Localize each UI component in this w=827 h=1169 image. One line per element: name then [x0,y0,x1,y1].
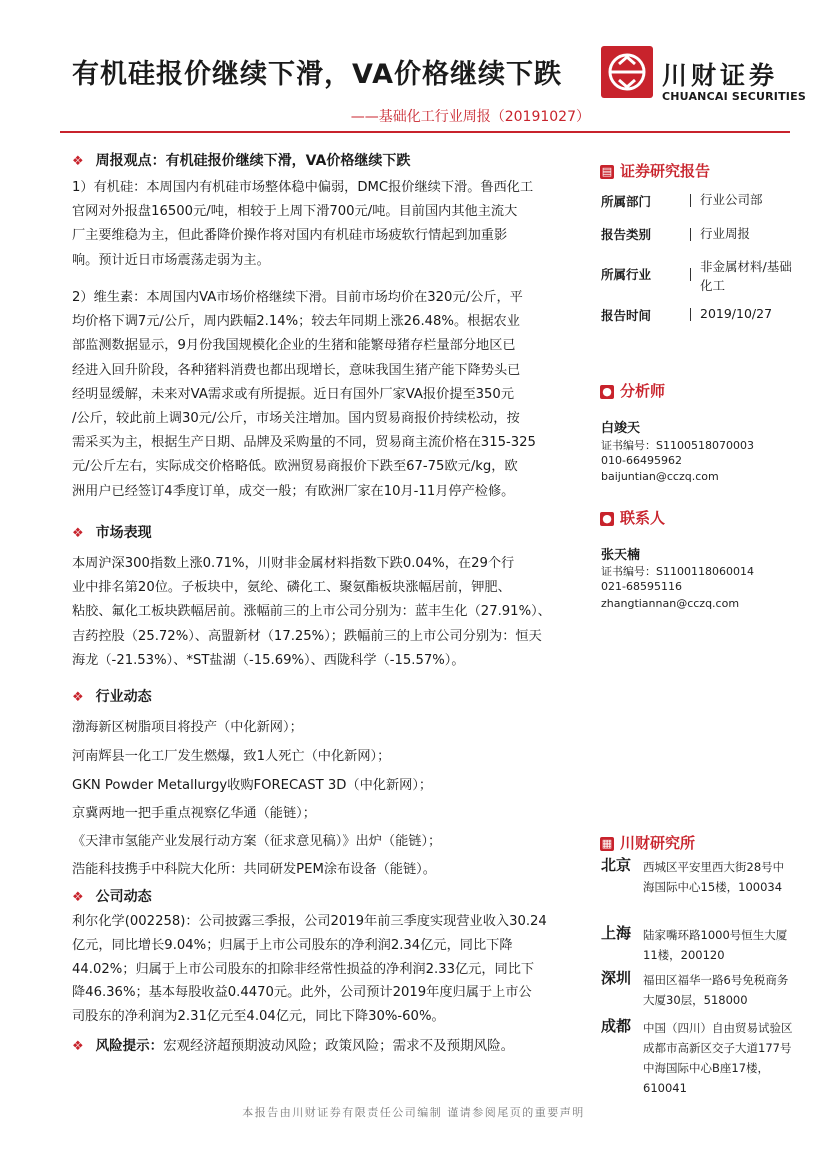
diamond-bullet-icon: ❖ [72,1039,84,1054]
footer-disclaimer: 本报告由川财证券有限责任公司编制 谨请参阅尾页的重要声明 [242,1106,585,1119]
info-value-department: 行业公司部 [700,192,763,207]
industry-news-item: 浩能科技携手中科院大化所：共同研发PEM涂布设备（能链）。 [72,862,436,877]
contact-cert: 证书编号：S1100118060014 [601,565,754,578]
office-address-beijing: 西城区平安里西大街28号中海国际中心15楼，100034 [643,860,785,894]
person-icon: ● [600,385,614,399]
market-paragraph: 本周沪深300指数上涨0.71%，川财非金属材料指数下跌0.04%，在29个行 业中排名第20位。子板块中，氨纶、磷化工、聚氨酯板块涨幅居前，钾肥、 粘胶、氟化工板块跌幅居前。涨幅前三的上市公司分别为：蓝丰生化（27.91%）、 吉药控股（25.72%）、高盟新材（17.25%）；跌幅前三的上市公司分别为：恒天 海龙（-21.53%）、*ST盐湖（-15.69%）、西陇科学（-15.57%）。 [72,556,551,668]
sidebar-heading-report: ▤ 证券研究报告 [601,162,711,180]
industry-news-item: 京冀两地一把手重点视察亿华通（能链）； [72,806,316,821]
risk-heading: 风险提示： [95,1038,164,1054]
office-address-shenzhen: 福田区福华一路6号免税商务大厦30层，518000 [643,973,789,1007]
company-logo-icon [601,46,653,98]
sidebar-heading-analyst: ● 分析师 [600,380,665,401]
info-divider [690,308,691,321]
diamond-bullet-icon: ❖ [72,890,84,905]
document-icon: ▤ [601,165,613,178]
logo-english-name: CHUANCAI SECURITIES [662,90,806,103]
diamond-bullet-icon: ❖ [72,154,84,169]
section-heading-company: ❖ 公司动态 [72,889,152,905]
risk-text: 宏观经济超预期波动风险；政策风险；需求不及预期风险。 [163,1038,515,1054]
industry-news-item: GKN Powder Metallurgy收购FORECAST 3D（中化新网）； [72,778,433,793]
contact-name: 张天楠 [601,548,641,563]
header-divider [60,131,790,133]
contact-email: zhangtiannan@cczq.com [601,597,740,610]
info-value-category: 行业周报 [700,226,751,241]
industry-news-item: 河南辉县一化工厂发生燃爆，致1人死亡（中化新网）； [72,749,391,764]
office-address-chengdu: 中国（四川）自由贸易试验区成都市高新区交子大道177号中海国际中心B座17楼，610041 [643,1021,793,1095]
company-paragraph: 利尔化学(002258)：公司披露三季报，公司2019年前三季度实现营业收入30.24 亿元，同比增长9.04%；归属于上市公司股东的净利润2.34亿元，同比下降 44.02%；归属于上市公司股东的扣除非经常性损益的净利润2.33亿元，同比下 降46.36%；基本每股收益0.4470元。此外，公司预计2019年度归属于上市公 司股东的净利润为2.31亿元至4.04亿元，同比下降30%-60%。 [72,914,547,1025]
contact-phone: 021-68595116 [601,580,682,593]
office-address-shanghai: 陆家嘴环路1000号恒生大厦11楼，200120 [643,928,788,962]
industry-news-item: 《天津市氢能产业发展行动方案（征求意见稿）》出炉（能链）； [72,834,442,849]
industry-news-item: 渤海新区树脂项目将投产（中化新网）； [72,720,303,735]
section-heading-viewpoint: ❖ 周报观点：有机硅报价继续下滑，VA价格继续下跌 [72,153,411,169]
analyst-phone: 010-66495962 [601,454,682,467]
diamond-bullet-icon: ❖ [72,526,84,541]
building-icon: ▦ [601,837,613,850]
sidebar-heading-contact: ● 联系人 [600,507,665,528]
sidebar-heading-institute: ▦ 川财研究所 [601,834,696,852]
info-divider [690,268,691,281]
viewpoint-paragraph-2: 2）维生素：本周国内VA市场价格继续下滑。目前市场均价在320元/公斤，平 均价格下调7元/公斤，周内跌幅2.14%；较去年同期上涨26.48%。根据农业 部监测数据显示，9月份我国规模化企业的生猪和能繁母猪存栏量部分地区已 经进入回升阶段，各种猪料消费也都出现增长，意味我国生猪产能下降势头已 经明显缓解，未来对VA需求或有所提振。近日有国外厂家VA报价提至350元 /公斤，较此前上调30元/公斤，市场关注增加。国内贸易商报价持续松动，按 需采买为主，根据生产日期、品牌及采购量的不同，贸易商主流价格在315-325 元/公斤左右，实际成交价格略低。欧洲贸易商报价下跌至67-75欧元/kg，欧 洲用户已经签订4季度订单，成交一般；有欧洲厂家在10月-11月停产检修。 [72,290,536,499]
info-divider [690,228,691,241]
section-heading-industry: ❖ 行业动态 [72,689,152,705]
person-icon: ● [600,512,614,526]
section-heading-market: ❖ 市场表现 [72,525,152,541]
info-value-date: 2019/10/27 [700,306,773,321]
subtitle-dash: —— [350,109,379,125]
info-value-industry: 非金属材料/基础化工 [700,259,792,293]
info-label-date: 报告时间 [601,308,652,323]
analyst-email: baijuntian@cczq.com [601,470,719,483]
viewpoint-paragraph-1: 1）有机硅：本周国内有机硅市场整体稳中偏弱，DMC报价继续下滑。鲁西化工 官网对外报盘16500元/吨，相较于上周下滑700元/吨。目前国内其他主流大 厂主要维稳为主，但此番降价操作将对国内有机硅市场疲软行情起到加重影 响。预计近日市场震荡走弱为主。 [72,180,534,268]
risk-warning [72,1034,514,1054]
logo-chinese-name: 川财证券 [662,61,779,90]
report-title: 有机硅报价继续下滑，VA价格继续下跌 [72,59,562,90]
analyst-cert: 证书编号：S1100518070003 [601,439,754,452]
subtitle-text: 基础化工行业周报（20191027） [378,109,590,125]
info-label-department: 所属部门 [601,194,652,209]
report-subtitle [290,106,590,126]
diamond-bullet-icon: ❖ [72,690,84,705]
office-city-shanghai: 上海 [601,924,632,942]
analyst-name: 白竣天 [601,421,641,436]
info-label-industry: 所属行业 [601,267,652,282]
office-city-shenzhen: 深圳 [601,969,632,987]
office-city-beijing: 北京 [601,856,632,874]
office-city-chengdu: 成都 [601,1017,632,1035]
info-label-category: 报告类别 [601,227,652,242]
info-divider [690,194,691,207]
